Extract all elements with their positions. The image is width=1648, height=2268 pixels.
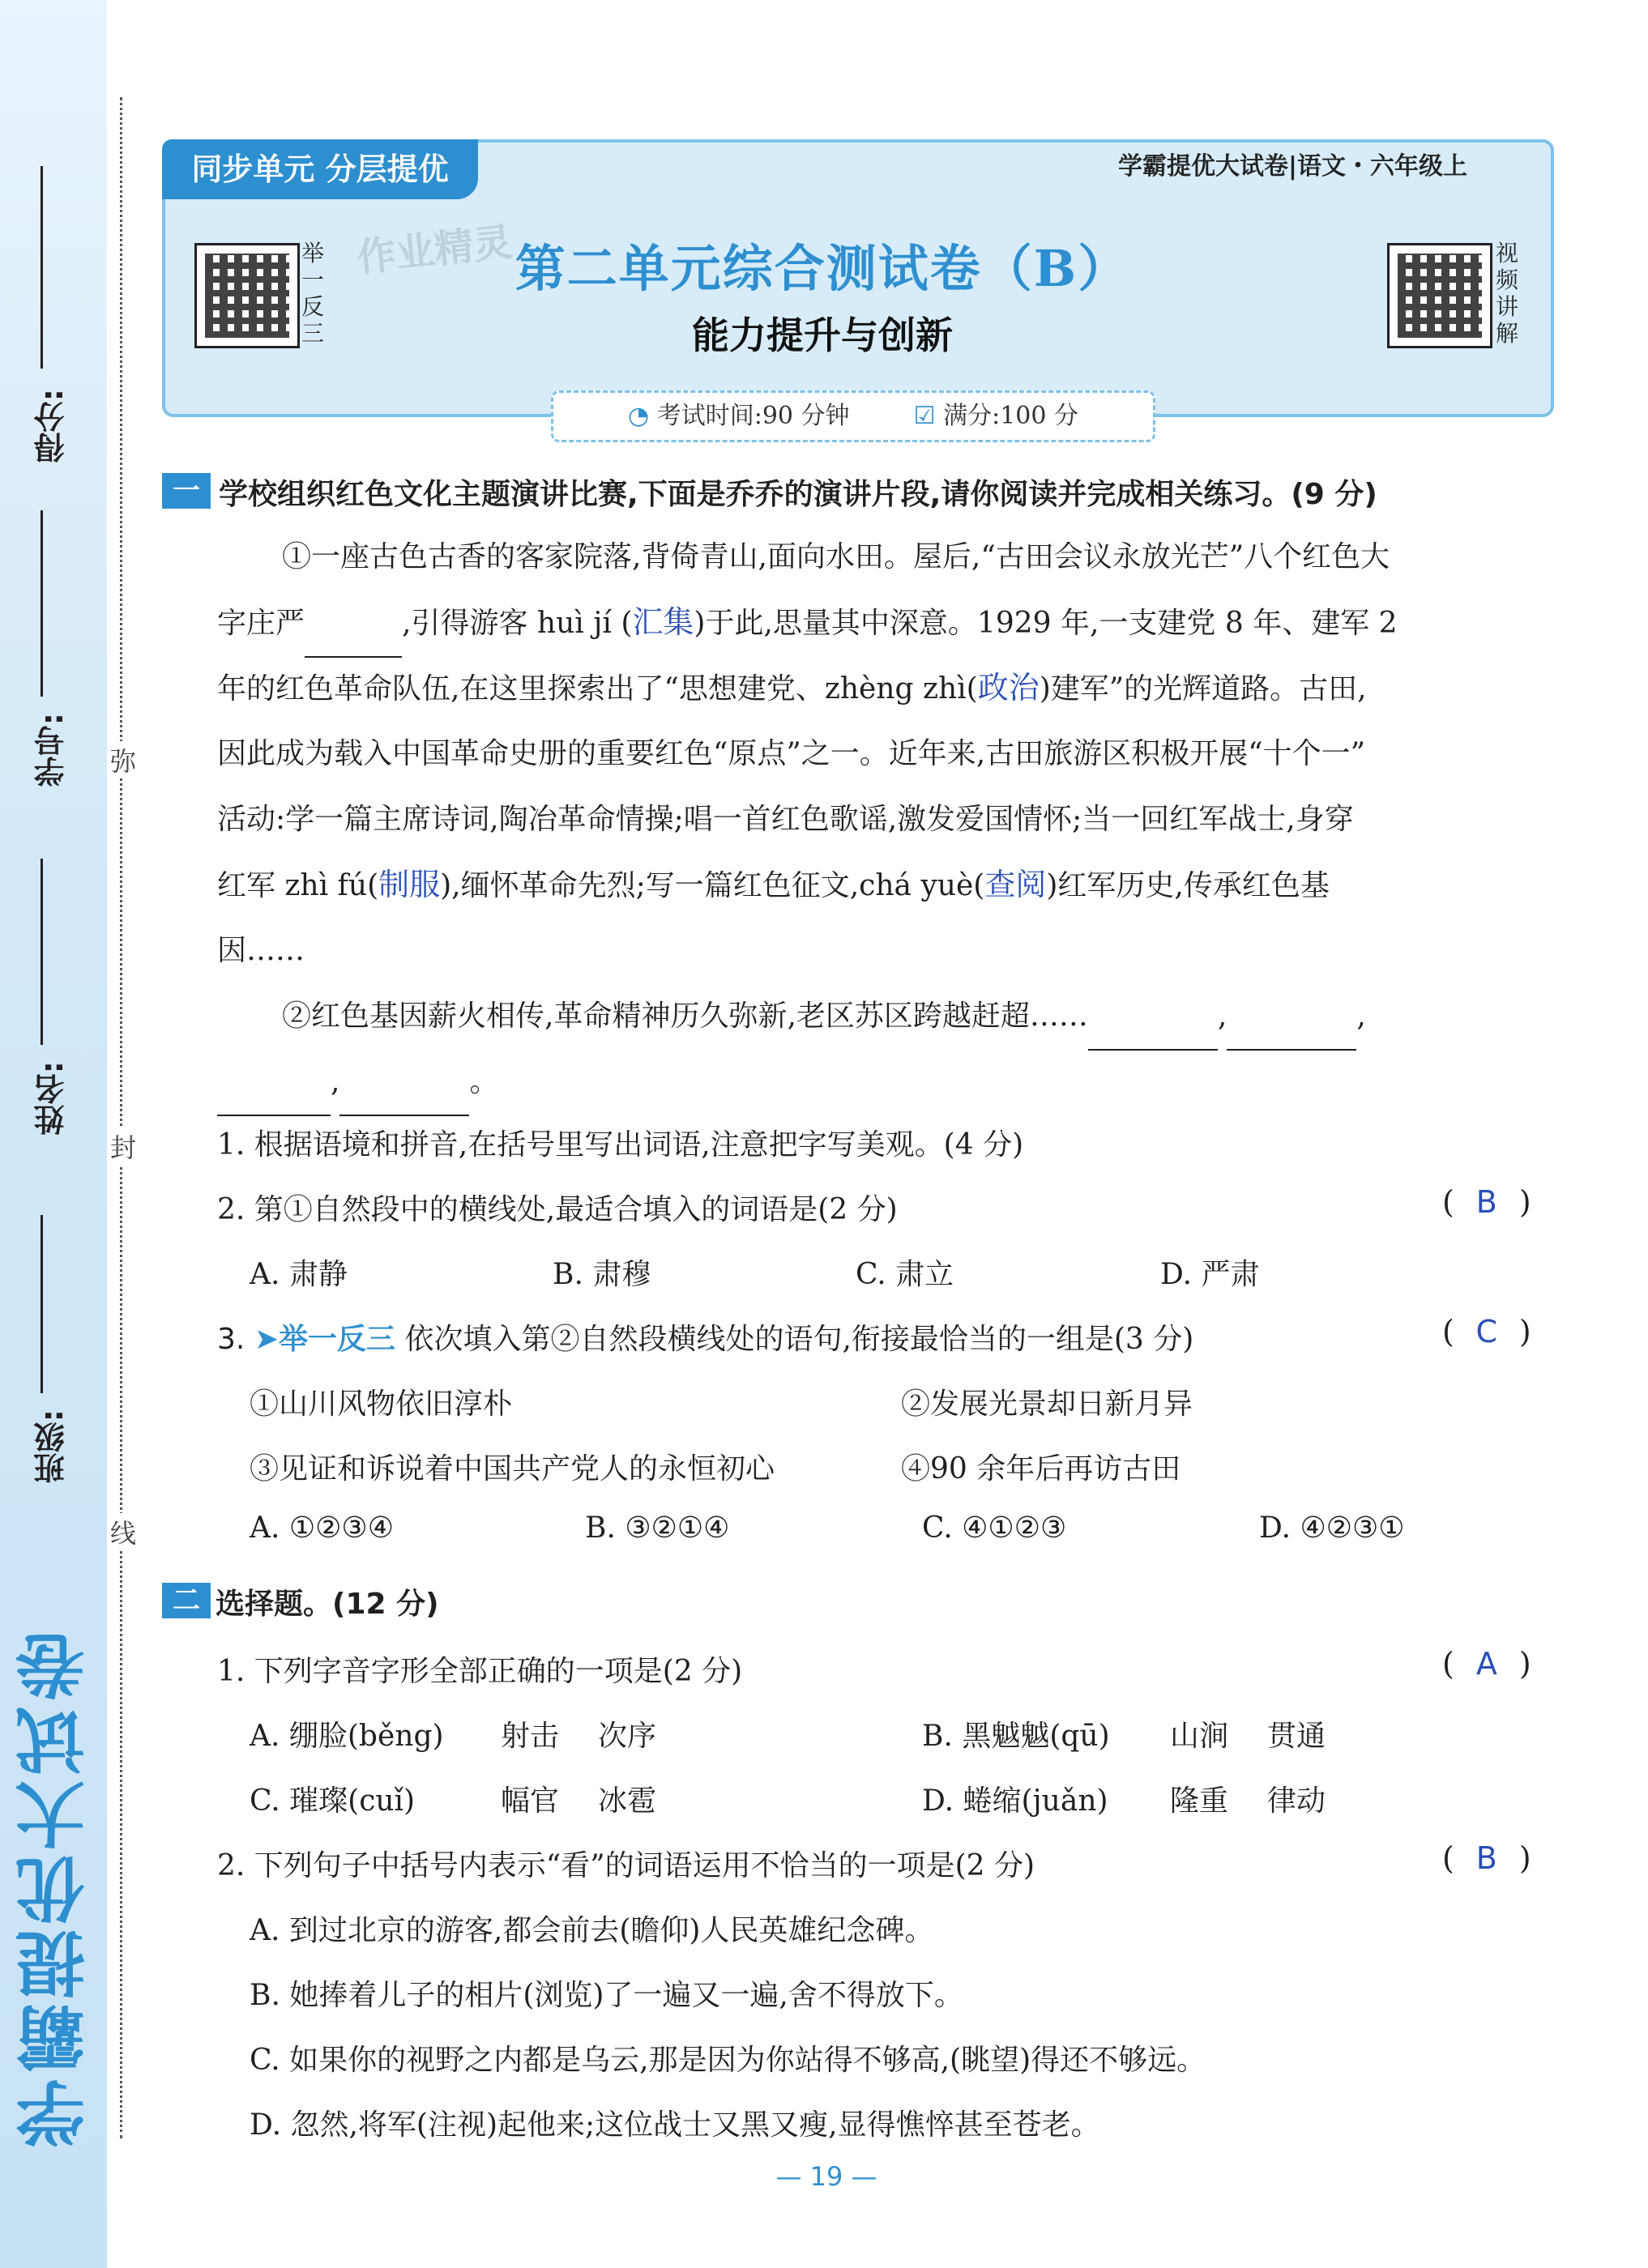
answer-chayue: 查阅: [984, 867, 1047, 902]
passage-line-6: 红军 zhì fú(制服),缅怀革命先烈;写一篇红色征文,chá yuè(查阅)红军历史,传承红色基: [217, 867, 1330, 902]
watermark: 作业精灵: [355, 220, 514, 281]
exam-title: 第二单元综合测试卷（B）: [514, 239, 1130, 298]
page-number: — 19 —: [775, 2161, 877, 2192]
section-1-title: 学校组织红色文化主题演讲比赛,下面是乔乔的演讲片段,请你阅读并完成相关练习。(9 分): [219, 478, 1377, 511]
s2-q1-option-d-word2: 隆重: [1170, 1784, 1229, 1818]
passage-paragraph-2: ②红色基因薪火相传,革命精神历久弥新,老区苏区跨越赶超…… , ,: [217, 983, 1546, 1051]
passage-line-3: 年的红色革命队伍,在这里探索出了“思想建党、zhèng zhì(政治)建军”的光辉道路。古田,: [217, 670, 1367, 706]
passage-paragraph-2-cont: , 。: [217, 1049, 1546, 1116]
qr-code-right-icon[interactable]: [1387, 243, 1492, 348]
clock-icon: ◔: [627, 402, 650, 430]
s2-q2-option-c: C. 如果你的视野之内都是乌云,那是因为你站得不够高,(眺望)得还不够远。: [250, 2044, 1206, 2077]
score-label: 得分:: [34, 389, 70, 463]
book-brand: 学霸提优大试卷|语文・六年级上: [1118, 152, 1467, 181]
s1-q3-option-a: A. ①②③④: [250, 1511, 394, 1545]
full-score: 满分:100 分: [943, 402, 1078, 430]
s2-q1-option-a-word2: 射击: [501, 1720, 560, 1753]
s2-q1-answer: A: [1475, 1646, 1497, 1682]
s1-q2-option-a: A. 肃静: [250, 1258, 348, 1291]
seal-char-feng: 封: [110, 1128, 136, 1165]
s1-q2-option-b: B. 肃穆: [553, 1258, 651, 1291]
section-2-number: 二: [162, 1583, 211, 1618]
blank-2[interactable]: [1088, 983, 1218, 1051]
class-label: 班级:: [34, 1409, 70, 1484]
qr-right-label: 视频讲解: [1495, 240, 1518, 347]
s2-q2-option-b: B. 她捧着儿子的相片(浏览)了一遍又一遍,舍不得放下。: [250, 1979, 963, 2012]
s2-q2-answer: B: [1475, 1840, 1497, 1876]
answer-huiji: 汇集: [632, 604, 694, 640]
passage-line-1: ①一座古色古香的客家院落,背倚青山,面向水田。屋后,“古田会议永放光芒”八个红色大: [282, 540, 1390, 573]
seal-char-mi: 弥: [110, 741, 136, 778]
s1-q3-item-1: ①山川风物依旧淳朴: [250, 1388, 513, 1421]
s1-q3-item-3: ③见证和诉说着中国共产党人的永恒初心: [250, 1452, 775, 1486]
passage-line-4: 因此成为载入中国革命史册的重要红色“原点”之一。近年来,古田旅游区积极开展“十个一”: [217, 737, 1366, 770]
blank-5[interactable]: [339, 1049, 469, 1116]
s1-question-3: 3. ➤举一反三 依次填入第②自然段横线处的语句,衔接最恰当的一组是(3 分): [217, 1323, 1194, 1356]
blank-4[interactable]: [217, 1049, 331, 1116]
s1-q2-option-c: C. 肃立: [856, 1258, 954, 1291]
blank-3[interactable]: [1227, 983, 1356, 1051]
s1-q2-answer-bracket: ( B ): [1442, 1184, 1531, 1220]
exam-time: 考试时间:90 分钟: [656, 402, 850, 430]
s2-q1-option-c: C. 璀璨(cuǐ): [250, 1784, 416, 1818]
s1-q2-option-d: D. 严肃: [1160, 1258, 1260, 1291]
s2-q1-option-d-word3: 律动: [1267, 1784, 1326, 1818]
student-id-line: [41, 510, 43, 697]
check-icon: ☑: [913, 402, 936, 430]
s1-question-2: 2. 第①自然段中的横线处,最适合填入的词语是(2 分): [217, 1193, 898, 1226]
qr-code-left-icon[interactable]: [194, 243, 300, 348]
passage-line-5: 活动:学一篇主席诗词,陶冶革命情操;唱一首红色歌谣,激发爱国情怀;当一回红军战士,身穿: [217, 803, 1354, 836]
vertical-book-title: 学霸提优大试卷: [15, 1626, 97, 2148]
s2-q1-option-d: D. 蜷缩(juǎn): [922, 1784, 1108, 1818]
blank-1[interactable]: [305, 590, 402, 658]
qr-left-label: 举一反三: [301, 240, 324, 347]
unit-tag: 同步单元 分层提优: [162, 139, 478, 199]
exam-subtitle: 能力提升与创新: [692, 313, 953, 357]
student-id-label: 学号:: [34, 713, 70, 787]
s2-question-2: 2. 下列句子中括号内表示“看”的词语运用不恰当的一项是(2 分): [217, 1849, 1035, 1882]
s1-q3-option-c: C. ④①②③: [922, 1511, 1067, 1545]
s2-q1-answer-bracket: ( A ): [1442, 1646, 1531, 1682]
s2-q1-option-b: B. 黑魆魆(qū): [922, 1720, 1110, 1753]
s1-q3-option-d: D. ④②③①: [1259, 1511, 1405, 1545]
s1-q3-option-b: B. ③②①④: [585, 1511, 730, 1545]
s2-q2-option-d: D. 忽然,将军(注视)起他来;这位战士又黑又瘦,显得憔悴甚至苍老。: [250, 2108, 1100, 2142]
s2-q1-option-c-word3: 冰雹: [598, 1784, 657, 1818]
s1-q3-answer: C: [1475, 1314, 1498, 1349]
s1-question-1: 1. 根据语境和拼音,在括号里写出词语,注意把字写美观。(4 分): [217, 1128, 1024, 1162]
s2-q2-option-a: A. 到过北京的游客,都会前去(瞻仰)人民英雄纪念碑。: [250, 1914, 934, 1947]
name-label: 姓名:: [34, 1061, 70, 1136]
s2-q1-option-b-word3: 贯通: [1267, 1720, 1326, 1753]
passage-line-2: 字庄严 ,引得游客 huì jí (汇集)于此,思量其中深意。1929 年,一支建党 8 年、建军 2: [217, 590, 1546, 658]
s2-q1-option-b-word2: 山涧: [1170, 1720, 1229, 1753]
seal-line: [120, 97, 122, 2138]
s2-q2-answer-bracket: ( B ): [1442, 1840, 1531, 1876]
seal-char-xian: 线: [110, 1513, 136, 1550]
name-line: [41, 859, 43, 1045]
exam-info-box: [551, 390, 1155, 442]
answer-zhengzhi: 政治: [977, 670, 1040, 706]
s2-question-1: 1. 下列字音字形全部正确的一项是(2 分): [217, 1655, 743, 1688]
answer-zhifu: 制服: [378, 867, 441, 902]
practice-tag: ➤举一反三: [254, 1323, 395, 1356]
s2-q1-option-a-word3: 次序: [598, 1720, 657, 1753]
s1-q3-item-4: ④90 余年后再访古田: [901, 1452, 1181, 1486]
s2-q1-option-c-word2: 幅官: [501, 1784, 560, 1818]
s1-q2-answer: B: [1475, 1184, 1497, 1220]
s1-q3-item-2: ②发展光景却日新月异: [901, 1388, 1193, 1421]
s2-q1-option-a: A. 绷脸(běng): [250, 1720, 444, 1753]
section-2-title: 选择题。(12 分): [216, 1588, 439, 1621]
section-1-number: 一: [162, 473, 211, 509]
class-line: [41, 1215, 43, 1393]
score-line: [41, 166, 43, 369]
passage-line-7: 因……: [217, 934, 305, 967]
s1-q3-answer-bracket: ( C ): [1442, 1314, 1531, 1349]
